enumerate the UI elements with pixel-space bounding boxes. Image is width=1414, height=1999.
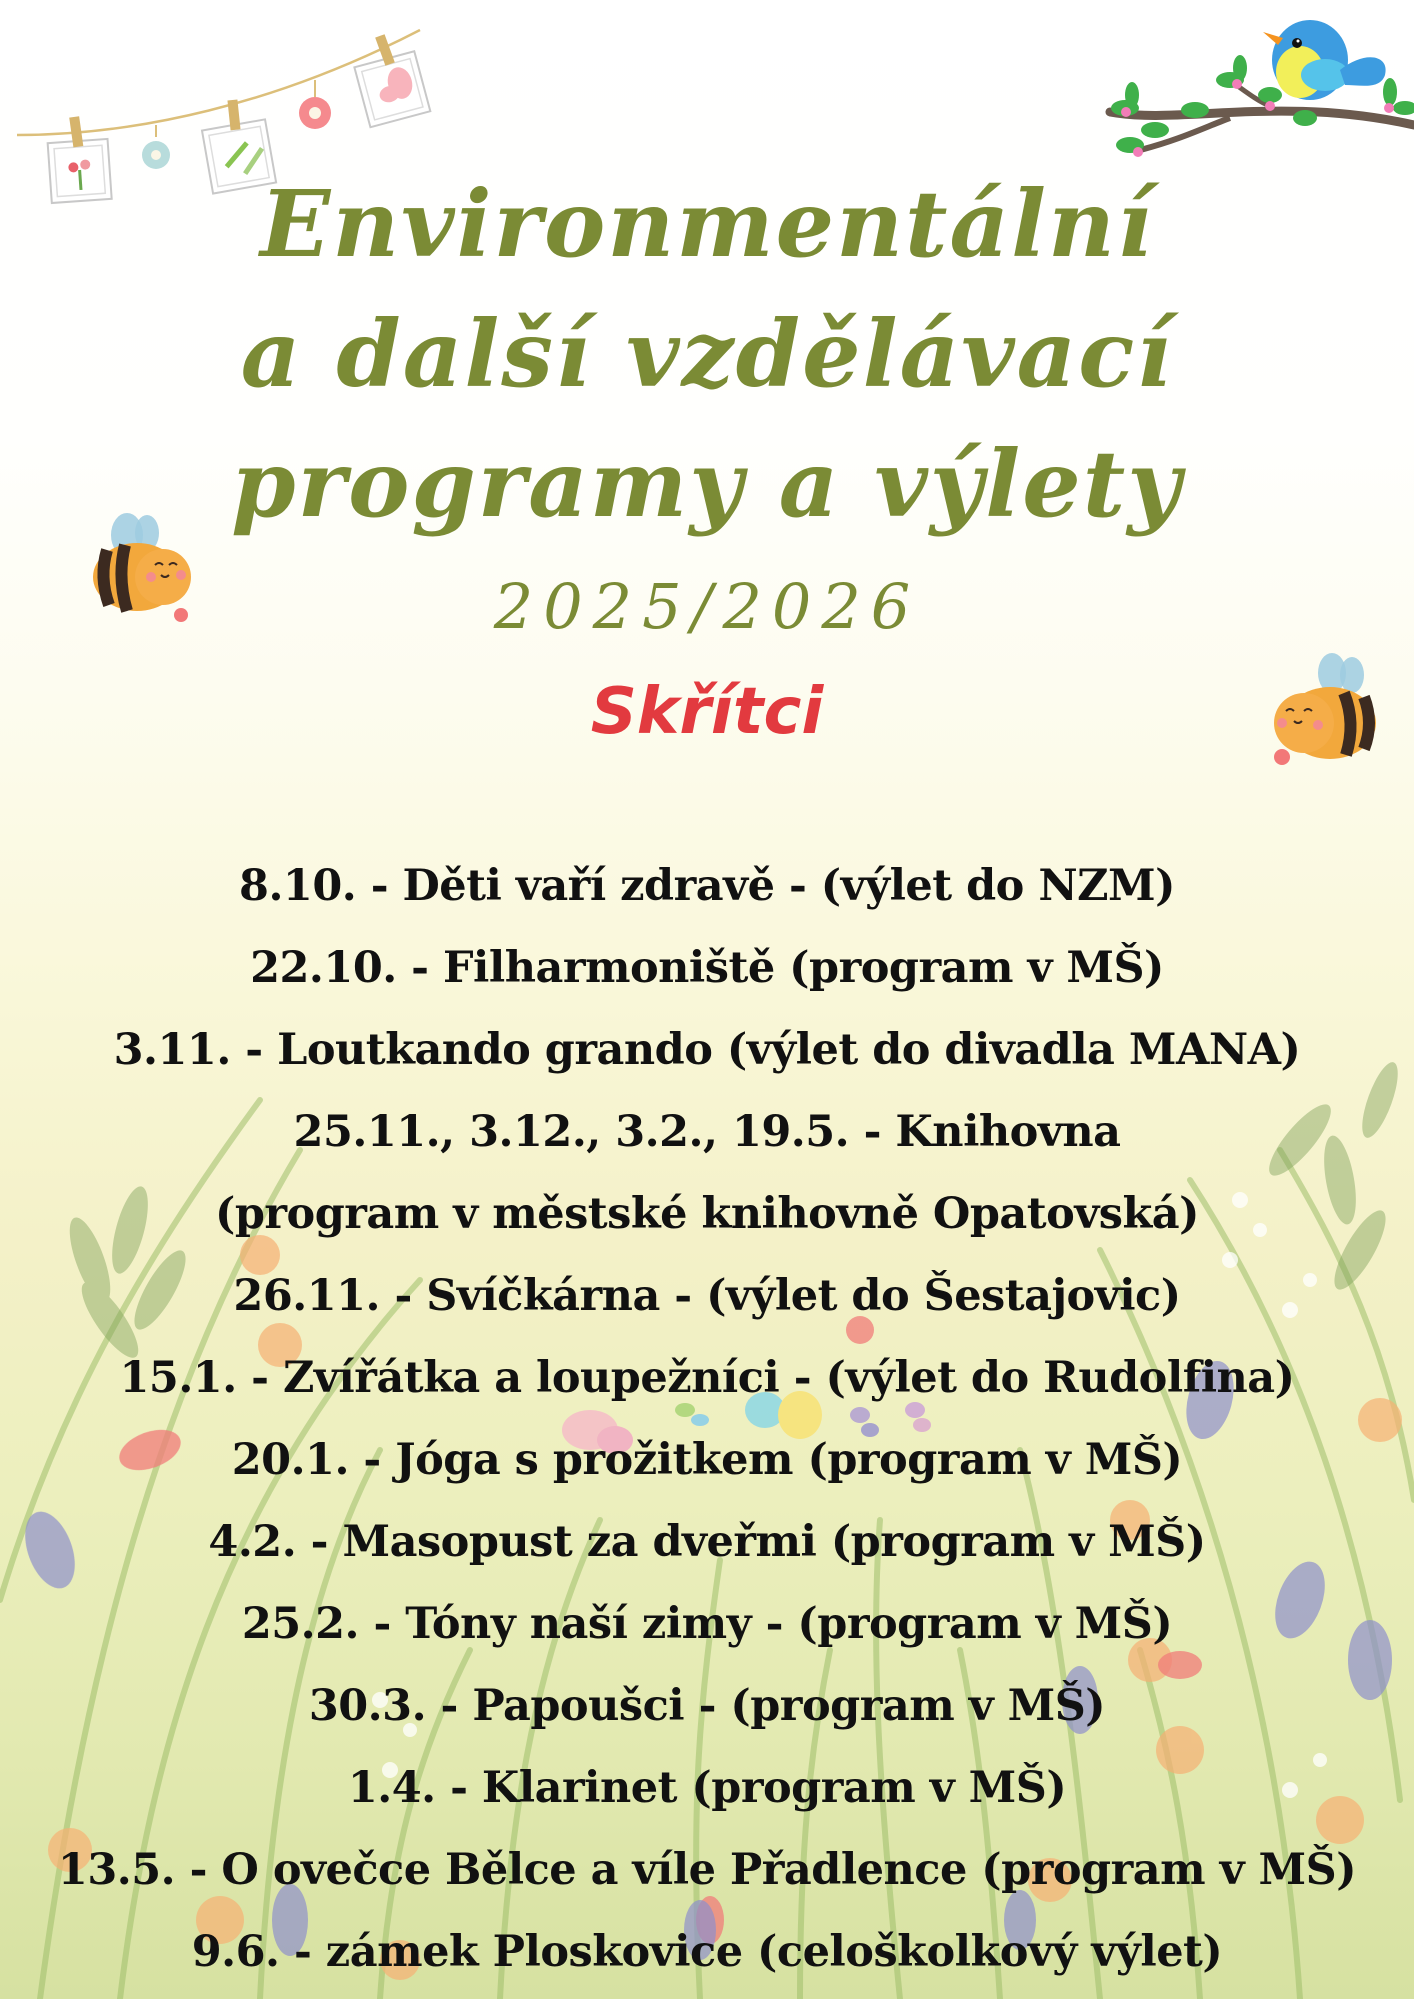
event-item: 1.4. - Klarinet (program v MŠ) — [347, 1763, 1067, 1813]
event-item: 25.2. - Tóny naší zimy - (program v MŠ) — [241, 1599, 1173, 1649]
event-item: 3.11. - Loutkando grando (výlet do divadla MANA) — [113, 1025, 1301, 1075]
event-item: 13.5. - O ovečce Bělce a víle Přadlence (program v MŠ) — [57, 1845, 1357, 1895]
event-item: 15.1. - Zvířátka a loupežníci - (výlet do Rudolfina) — [119, 1353, 1295, 1403]
title-line-3: programy a výlety — [231, 430, 1183, 538]
event-item: (program v městské knihovně Opatovská) — [214, 1189, 1200, 1239]
title-line-1: Environmentální — [260, 170, 1154, 278]
event-item: 8.10. - Děti vaří zdravě - (výlet do NZM) — [239, 861, 1175, 911]
event-item: 30.3. - Papoušci - (program v MŠ) — [308, 1681, 1106, 1731]
event-item: 25.11., 3.12., 3.2., 19.5. - Knihovna — [293, 1107, 1121, 1157]
title-line-2: a další vzdělávací — [240, 300, 1174, 408]
event-item: 26.11. - Svíčkárna - (výlet do Šestajovic) — [233, 1271, 1181, 1321]
group-name: Skřítci — [590, 675, 824, 749]
school-year: 2025/2026 — [493, 570, 921, 643]
bird-on-branch-icon — [1100, 0, 1414, 180]
events-list — [0, 845, 1414, 1993]
event-item: 4.2. - Masopust za dveřmi (program v MŠ) — [208, 1517, 1206, 1567]
event-item: 22.10. - Filharmoniště (program v MŠ) — [250, 943, 1164, 993]
event-item: 20.1. - Jóga s prožitkem (program v MŠ) — [231, 1435, 1183, 1485]
event-item: 9.6. - zámek Ploskovice (celoškolkový výlet) — [191, 1927, 1223, 1977]
